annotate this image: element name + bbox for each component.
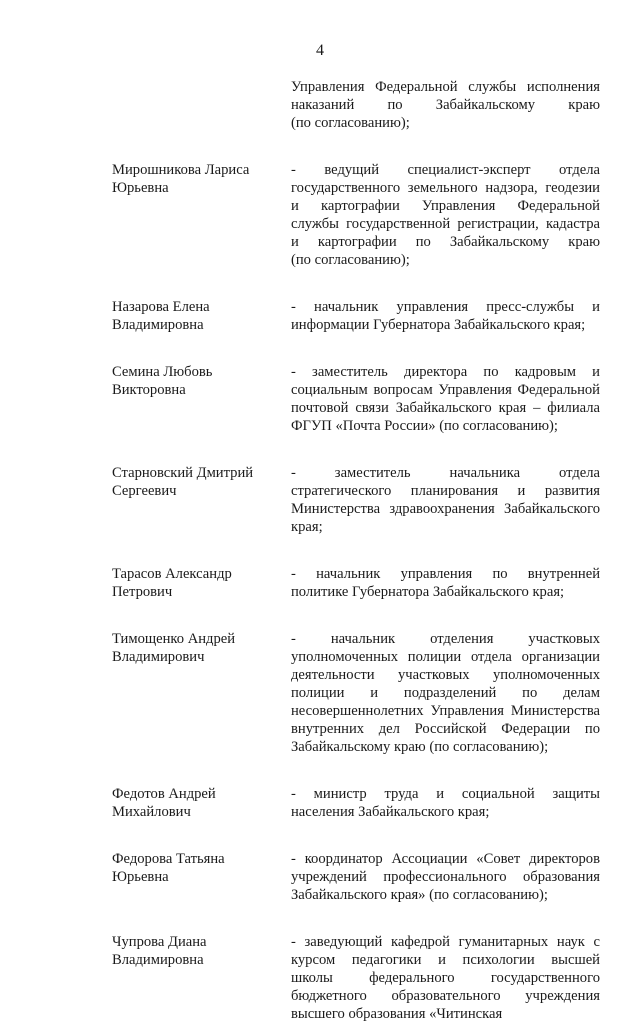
continuation-line: наказаний по Забайкальскому краю: [291, 97, 600, 113]
member-name-line: Федорова Татьяна: [112, 851, 225, 867]
member-name-line: Михайлович: [112, 804, 191, 820]
member-position-line: деятельности участковых уполномоченных: [291, 667, 600, 683]
member-position-line: населения Забайкальского края;: [291, 804, 490, 820]
member-position-line: учреждений профессионального образования: [291, 869, 600, 885]
member-name-line: Федотов Андрей: [112, 786, 216, 802]
member-position-line: - начальник отделения участковых: [291, 631, 600, 647]
member-position-line: Забайкальскому краю (по согласованию);: [291, 739, 549, 755]
member-position-line: почтовой связи Забайкальского края – филиала: [291, 400, 600, 416]
member-position-line: и картографии Управления Федеральной: [291, 198, 600, 214]
member-position-line: бюджетного образовательного учреждения: [291, 988, 600, 1004]
member-position-line: стратегического планирования и развития: [291, 483, 600, 499]
member-name-line: Викторовна: [112, 382, 186, 398]
member-name-line: Владимирович: [112, 649, 205, 665]
member-position-line: - начальник управления пресс-службы и: [291, 299, 600, 315]
member-position-line: государственного земельного надзора, геодезии: [291, 180, 600, 196]
member-position-line: службы государственной регистрации, кадастра: [291, 216, 600, 232]
member-position-line: уполномоченных полиции отдела организации: [291, 649, 600, 665]
member-position-line: - заведующий кафедрой гуманитарных наук с: [291, 934, 600, 950]
continuation-line: Управления Федеральной службы исполнения: [291, 79, 600, 95]
member-name-line: Владимировна: [112, 952, 204, 968]
member-name-line: Старновский Дмитрий: [112, 465, 254, 481]
member-position-line: внутренних дел Российской Федерации по: [291, 721, 600, 737]
member-position-line: социальным вопросам Управления Федеральной: [291, 382, 600, 398]
member-position-line: края;: [291, 519, 323, 535]
member-name-line: Назарова Елена: [112, 299, 210, 315]
member-position-line: ФГУП «Почта России» (по согласованию);: [291, 418, 558, 434]
continuation-line: (по согласованию);: [291, 115, 410, 131]
member-position-line: и картографии по Забайкальскому краю: [291, 234, 600, 250]
member-position-line: - министр труда и социальной защиты: [291, 786, 600, 802]
member-name-line: Тимощенко Андрей: [112, 631, 236, 647]
member-name-line: Владимировна: [112, 317, 204, 333]
member-position-line: несовершеннолетних Управления Министерства: [291, 703, 600, 719]
member-name-line: Сергеевич: [112, 483, 177, 499]
member-name-line: Юрьевна: [112, 869, 169, 885]
member-name-line: Семина Любовь: [112, 364, 213, 380]
member-position-line: Министерства здравоохранения Забайкальского: [291, 501, 600, 517]
member-position-line: информации Губернатора Забайкальского края;: [291, 317, 586, 333]
member-position-line: - начальник управления по внутренней: [291, 566, 600, 582]
member-position-line: высшего образования «Читинская: [291, 1006, 503, 1022]
member-position-line: политике Губернатора Забайкальского края;: [291, 584, 565, 600]
member-position-line: - координатор Ассоциации «Совет директоров: [291, 851, 600, 867]
member-position-line: школы федерального государственного: [291, 970, 600, 986]
member-position-line: полиции и подразделений по делам: [291, 685, 600, 701]
member-name-line: Юрьевна: [112, 180, 169, 196]
member-position-line: - заместитель директора по кадровым и: [291, 364, 600, 380]
member-position-line: курсом педагогики и психологии высшей: [291, 952, 600, 968]
page-number: 4: [316, 42, 324, 59]
member-position-line: (по согласованию);: [291, 252, 410, 268]
member-position-line: - заместитель начальника отдела: [291, 465, 600, 481]
member-name-line: Мирошникова Лариса: [112, 162, 250, 178]
member-position-line: - ведущий специалист-эксперт отдела: [291, 162, 600, 178]
member-name-line: Петрович: [112, 584, 173, 600]
member-name-line: Тарасов Александр: [112, 566, 232, 582]
member-name-line: Чупрова Диана: [112, 934, 207, 950]
member-position-line: Забайкальского края» (по согласованию);: [291, 887, 548, 903]
